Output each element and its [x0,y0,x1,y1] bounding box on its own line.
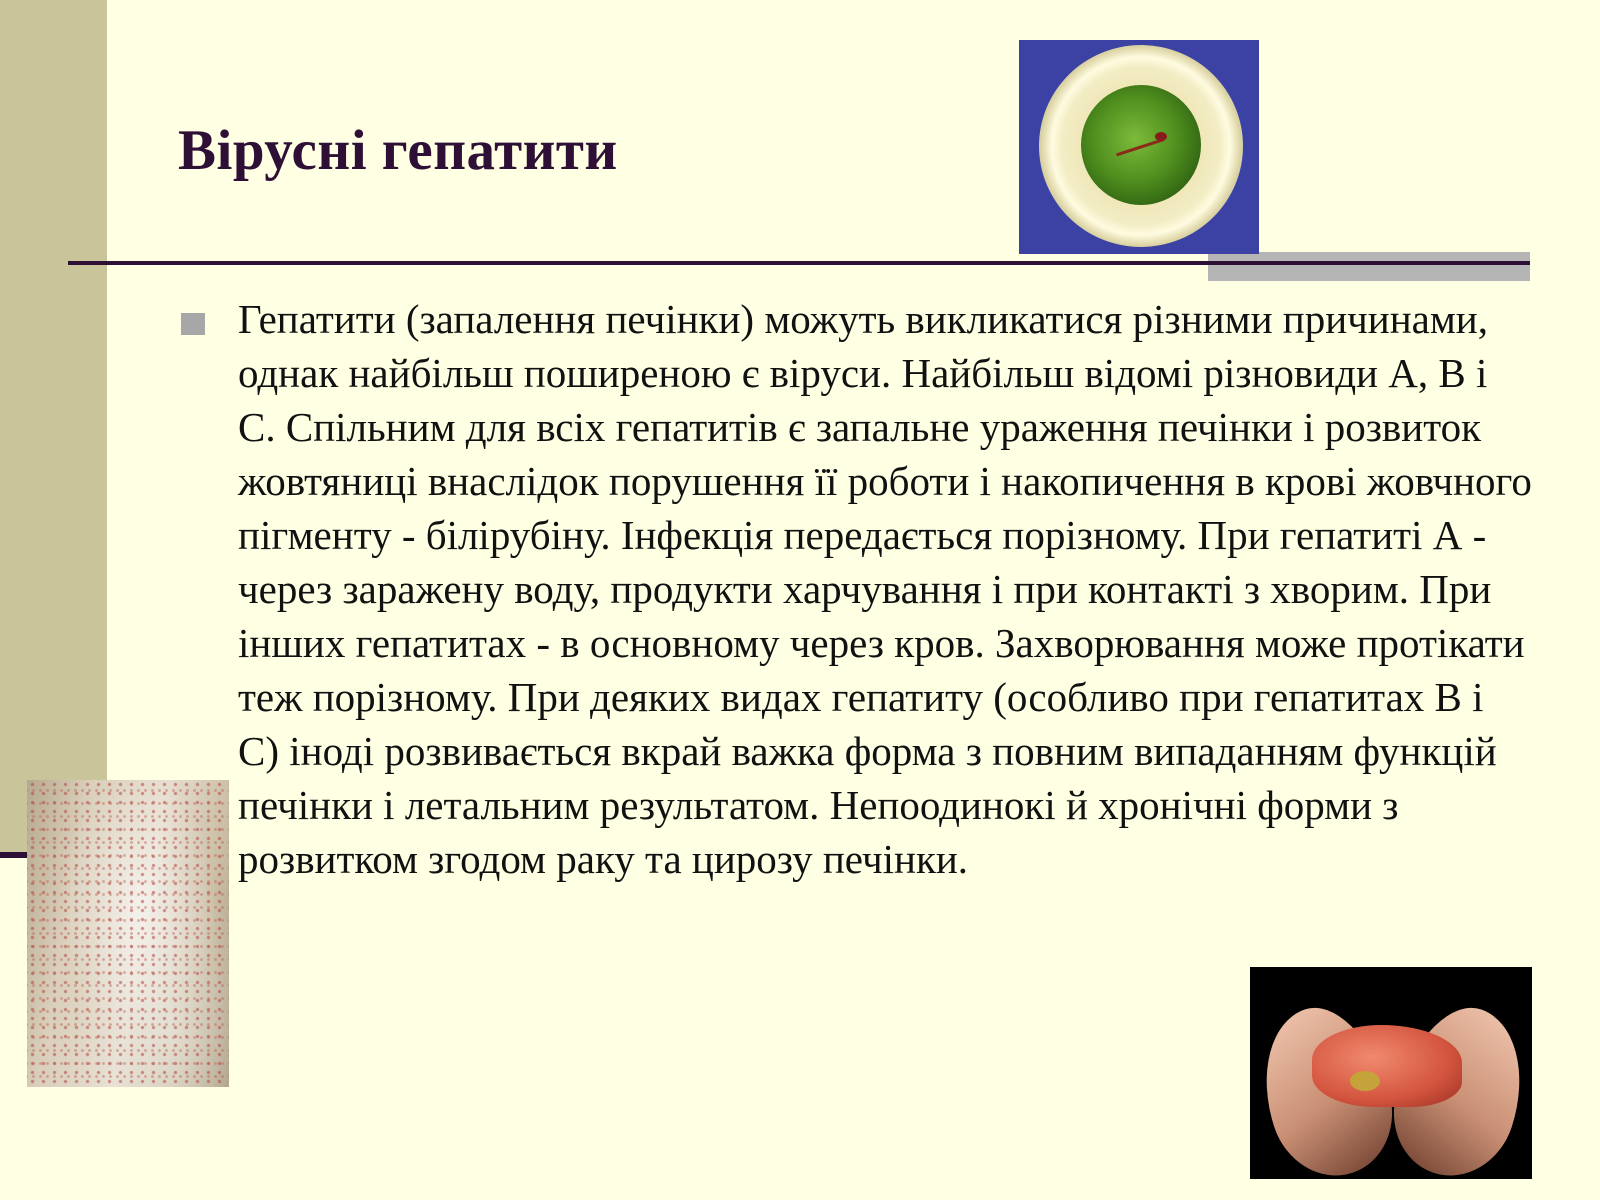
skin-rash-image [27,780,229,1087]
virus-core [1155,132,1167,141]
left-accent-band [0,0,107,852]
divider-accent-bar [1208,252,1530,281]
bullet-text: Гепатити (запалення печінки) можуть викликатися різними причинами, однак найбільш поширеною є віруси. Найбільш відомі різновиди А, В і С. Спільним для всіх гепатитів є запальне ураження печінки і розвиток жовтяниці внаслідок порушення її роботи і накопичення в крові жовчного пігменту - білірубіну. Інфекція передається порізному. При гепатиті А - через заражену воду, продукти харчування і при контакті з хворим. При інших гепатитах - в основному через кров. Захворювання може протікати теж порізному. При деяких видах гепатиту (особливо при гепатитах В і С) іноді розвивається вкрай важка форма з повним випаданням функцій печінки і летальним результатом. Непоодинокі й хронічні форми з розвитком згодом раку та цирозу печінки. [238,296,1532,882]
gallbladder [1350,1071,1380,1091]
bullet-square-icon [181,313,205,335]
divider-accent-line [1208,261,1530,265]
rash-spots-fine [27,780,229,1087]
virus-image [1019,40,1259,254]
liver [1312,1025,1462,1107]
liver-in-hands-image [1250,967,1532,1179]
slide-title: Вірусні гепатити [178,119,618,182]
